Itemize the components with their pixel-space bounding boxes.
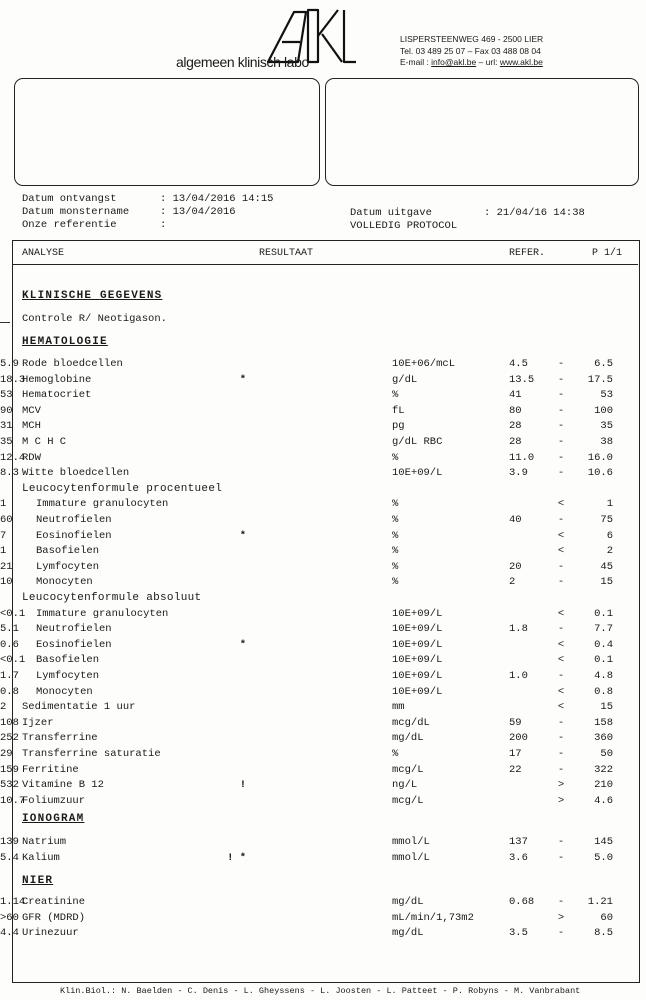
result-name: RDW: [22, 451, 41, 464]
result-row: [0, 436, 646, 451]
result-row: [0, 576, 646, 591]
received-label: Datum ontvangst: [22, 193, 117, 205]
result-value: 18.3: [0, 373, 26, 386]
result-low: 20: [509, 560, 522, 573]
result-high: 4.8: [594, 670, 613, 682]
result-low: 40: [509, 514, 522, 526]
result-high: 1: [606, 498, 613, 511]
clinical-note: Controle R/ Neotigason.: [22, 313, 167, 325]
result-high: 0.1: [594, 654, 613, 667]
result-flag: ! *: [227, 851, 246, 864]
result-row: [0, 927, 646, 942]
result-high: 2: [606, 545, 613, 558]
result-high: 5.0: [594, 851, 613, 864]
col-result: RESULTAAT: [259, 248, 314, 259]
result-value: <0.1: [0, 607, 26, 620]
result-row: [0, 389, 646, 404]
footer-signatories: Klin.Biol.: N. Baelden - C. Denis - L. Gheyssens - L. Joosten - L. Patteet - P. Robyns - M. Vanbrabant: [60, 986, 581, 996]
result-sep: <: [557, 701, 565, 714]
result-unit: g/dL: [392, 373, 418, 386]
result-value: 12.4: [0, 451, 26, 464]
result-sep: -: [557, 514, 565, 526]
result-name: Leucocytenformule procentueel: [22, 482, 223, 495]
result-unit: %: [392, 451, 399, 464]
issue-value: : 21/04/16 14:38: [484, 207, 585, 219]
result-value: 139: [0, 836, 19, 848]
result-sep: -: [557, 896, 565, 908]
page-indicator: P 1/1: [592, 248, 623, 259]
result-value: 21: [0, 560, 13, 573]
result-unit: mcg/L: [392, 763, 424, 776]
result-unit: %: [392, 529, 399, 542]
result-row: [0, 686, 646, 701]
result-flag: *: [239, 373, 246, 386]
result-row: [0, 639, 646, 654]
result-unit: 10E+09/L: [392, 607, 443, 620]
result-value: 10.7: [0, 794, 26, 807]
result-name: Immature granulocyten: [36, 607, 169, 620]
result-name: Monocyten: [36, 576, 93, 589]
result-value: 1.14: [0, 896, 26, 908]
result-row: [0, 779, 646, 794]
result-row: [0, 405, 646, 420]
result-high: 17.5: [587, 373, 613, 386]
result-row: [0, 358, 646, 373]
lab-name: algemeen klinisch labo: [176, 54, 309, 70]
reference-label: Onze referentie: [22, 219, 117, 231]
lab-web: [400, 57, 543, 69]
url-link[interactable]: www.akl.be: [499, 57, 543, 67]
result-unit: %: [392, 514, 399, 526]
result-name: Foliumzuur: [22, 794, 86, 807]
result-low: 3.6: [509, 851, 528, 864]
result-sep: -: [557, 404, 565, 417]
result-high: 7.7: [594, 623, 613, 636]
result-high: 0.1: [594, 607, 613, 620]
result-unit: pg: [392, 420, 405, 433]
result-unit: %: [392, 389, 399, 402]
result-unit: %: [392, 576, 399, 589]
result-unit: mg/dL: [392, 732, 424, 745]
result-low: 2: [509, 576, 516, 589]
result-unit: %: [392, 498, 399, 511]
result-sep: <: [557, 654, 565, 667]
result-low: 1.0: [509, 670, 528, 682]
result-name: Urinezuur: [22, 927, 79, 940]
reference-value: :: [160, 219, 167, 231]
result-sep: -: [557, 623, 565, 636]
result-sep: -: [557, 732, 565, 745]
result-name: M C H C: [22, 436, 67, 448]
result-row: [0, 701, 646, 716]
result-low: 11.0: [509, 451, 535, 464]
result-row: [0, 545, 646, 560]
result-sep: >: [557, 779, 565, 792]
result-sep: -: [557, 748, 565, 760]
result-value: 31: [0, 420, 13, 433]
result-name: Immature granulocyten: [36, 498, 169, 511]
result-sep: <: [557, 498, 565, 511]
result-value: 159: [0, 763, 19, 776]
result-name: Creatinine: [22, 896, 86, 908]
result-row: [0, 670, 646, 685]
result-sep: -: [557, 389, 565, 402]
result-flag: *: [239, 638, 246, 651]
result-unit: 10E+09/L: [392, 685, 443, 698]
result-high: 35: [600, 420, 613, 433]
result-name: Neutrofielen: [36, 514, 112, 526]
result-name: Lymfocyten: [36, 560, 100, 573]
result-high: 45: [600, 560, 613, 573]
result-name: Eosinofielen: [36, 638, 112, 651]
result-sep: -: [557, 763, 565, 776]
email-link[interactable]: info@akl.be: [431, 57, 477, 67]
result-low: 1.8: [509, 623, 528, 636]
result-row: [0, 561, 646, 576]
result-value: 1: [0, 498, 7, 511]
result-row: [0, 795, 646, 810]
result-unit: ng/L: [392, 779, 418, 792]
result-row: [0, 896, 646, 911]
result-unit: mmol/L: [392, 851, 430, 864]
result-unit: 10E+09/L: [392, 670, 443, 682]
result-value: 4.4: [0, 927, 19, 940]
result-high: 0.4: [594, 638, 613, 651]
result-flag: *: [239, 529, 246, 542]
result-name: GFR (MDRD): [22, 911, 86, 924]
result-name: Vitamine B 12: [22, 779, 104, 792]
result-unit: mm: [392, 701, 405, 714]
result-high: 158: [594, 716, 613, 729]
result-high: 100: [594, 404, 613, 417]
result-unit: g/dL RBC: [392, 436, 443, 448]
sample-label: Datum monstername: [22, 206, 130, 218]
result-row: [0, 748, 646, 763]
result-sep: -: [557, 420, 565, 433]
result-sep: -: [557, 451, 565, 464]
result-high: 8.5: [594, 927, 613, 940]
result-low: 200: [509, 732, 528, 745]
result-value: 5.9: [0, 358, 19, 370]
result-row: [0, 452, 646, 467]
result-row: [0, 498, 646, 513]
result-value: 7: [0, 529, 7, 542]
result-sep: >: [557, 911, 565, 924]
result-sep: <: [557, 545, 565, 558]
result-unit: 10E+06/mcL: [392, 358, 456, 370]
result-unit: fL: [392, 404, 405, 417]
result-row: [0, 654, 646, 669]
result-row: [0, 852, 646, 867]
result-row: [0, 764, 646, 779]
result-low: 41: [509, 389, 522, 402]
result-name: Witte bloedcellen: [22, 467, 130, 480]
result-value: 0.8: [0, 685, 19, 698]
result-name: Neutrofielen: [36, 623, 112, 636]
result-low: 3.9: [509, 467, 528, 480]
result-value: 35: [0, 436, 13, 448]
address-box-right: [325, 78, 639, 186]
result-high: 15: [600, 701, 613, 714]
url-label: – url:: [476, 57, 500, 67]
result-value: 108: [0, 716, 19, 729]
result-row: [0, 836, 646, 851]
result-name: Hemoglobine: [22, 373, 92, 386]
result-name: Transferrine saturatie: [22, 748, 161, 760]
result-sep: <: [557, 529, 565, 542]
result-sep: -: [557, 467, 565, 480]
result-low: 13.5: [509, 373, 535, 386]
result-value: 10: [0, 576, 13, 589]
result-low: 22: [509, 763, 522, 776]
result-row: [0, 732, 646, 747]
lab-address: LISPERSTEENWEG 469 - 2500 LIER: [400, 34, 544, 44]
lab-phone-fax: Tel. 03 489 25 07 – Fax 03 488 08 04: [400, 45, 541, 56]
result-high: 16.0: [587, 451, 613, 464]
result-name: Eosinofielen: [36, 529, 112, 542]
result-value: 1.7: [0, 670, 19, 682]
result-sep: -: [557, 373, 565, 386]
result-row: [0, 912, 646, 927]
result-high: 75: [600, 514, 613, 526]
result-sep: >: [557, 794, 565, 807]
result-name: Ijzer: [22, 716, 54, 729]
result-unit: %: [392, 748, 399, 760]
section-hematologie: HEMATOLOGIE: [22, 336, 108, 348]
result-unit: 10E+09/L: [392, 623, 443, 636]
result-low: 3.5: [509, 927, 528, 940]
result-high: 6.5: [594, 358, 613, 370]
result-unit: mL/min/1,73m2: [392, 911, 474, 924]
lab-contact: [400, 34, 543, 69]
protocol-label: VOLLEDIG PROTOCOL: [350, 220, 458, 232]
result-sep: <: [557, 607, 565, 620]
result-name: Hematocriet: [22, 389, 92, 402]
result-sep: -: [557, 436, 565, 448]
subheading-row: [0, 592, 646, 607]
result-row: [0, 717, 646, 732]
result-name: Sedimentatie 1 uur: [22, 701, 136, 714]
result-row: [0, 623, 646, 638]
result-sep: -: [557, 716, 565, 729]
result-value: 0.6: [0, 638, 19, 651]
result-value: 532: [0, 779, 19, 792]
result-high: 10.6: [587, 467, 613, 480]
result-value: 5.4: [0, 851, 19, 864]
received-value: : 13/04/2016 14:15: [160, 193, 274, 205]
result-value: 53: [0, 389, 13, 402]
result-unit: 10E+09/L: [392, 467, 443, 480]
result-high: 50: [600, 748, 613, 760]
section-clinical: KLINISCHE GEGEVENS: [22, 290, 163, 302]
result-name: Natrium: [22, 836, 67, 848]
result-low: 28: [509, 436, 522, 448]
result-sep: <: [557, 685, 565, 698]
result-high: 360: [594, 732, 613, 745]
result-flag: !: [239, 779, 246, 792]
result-sep: -: [557, 560, 565, 573]
result-sep: -: [557, 836, 565, 848]
result-high: 322: [594, 763, 613, 776]
result-unit: mg/dL: [392, 927, 424, 940]
result-low: 28: [509, 420, 522, 433]
result-value: <0.1: [0, 654, 26, 667]
result-name: MCH: [22, 420, 41, 433]
result-name: MCV: [22, 404, 41, 417]
result-high: 210: [594, 779, 613, 792]
result-low: 4.5: [509, 358, 528, 370]
result-sep: -: [557, 851, 565, 864]
result-unit: 10E+09/L: [392, 638, 443, 651]
result-value: 29: [0, 748, 13, 760]
address-box-left: [14, 78, 320, 186]
result-name: Lymfocyten: [36, 670, 100, 682]
result-unit: 10E+09/L: [392, 654, 443, 667]
result-name: Monocyten: [36, 685, 93, 698]
result-low: 17: [509, 748, 522, 760]
result-value: 252: [0, 732, 19, 745]
result-sep: -: [557, 358, 565, 370]
result-high: 53: [600, 389, 613, 402]
result-name: Kalium: [22, 851, 60, 864]
result-sep: <: [557, 638, 565, 651]
result-name: Basofielen: [36, 654, 100, 667]
col-refer: REFER.: [509, 248, 546, 259]
result-value: 1: [0, 545, 7, 558]
section-ionogram: IONOGRAM: [22, 813, 85, 825]
result-low: 137: [509, 836, 528, 848]
result-name: Ferritine: [22, 763, 79, 776]
result-unit: %: [392, 560, 399, 573]
result-name: Rode bloedcellen: [22, 358, 123, 370]
subheading-row: [0, 483, 646, 498]
result-unit: mcg/L: [392, 794, 424, 807]
sample-value: : 13/04/2016: [160, 206, 236, 218]
result-name: Basofielen: [36, 545, 100, 558]
result-name: Transferrine: [22, 732, 98, 745]
result-value: 5.1: [0, 623, 19, 636]
result-unit: mcg/dL: [392, 716, 430, 729]
result-row: [0, 530, 646, 545]
result-sep: -: [557, 927, 565, 940]
result-sep: -: [557, 670, 565, 682]
result-value: 8.3: [0, 467, 19, 480]
result-sep: -: [557, 576, 565, 589]
result-name: Leucocytenformule absoluut: [22, 592, 202, 604]
result-unit: mg/dL: [392, 896, 424, 908]
issue-label: Datum uitgave: [350, 207, 432, 219]
result-high: 0.8: [594, 685, 613, 698]
result-low: 0.68: [509, 896, 535, 908]
result-value: 60: [0, 514, 13, 526]
result-row: [0, 374, 646, 389]
result-row: [0, 420, 646, 435]
result-high: 38: [600, 436, 613, 448]
result-high: 6: [606, 529, 613, 542]
email-label: E-mail :: [400, 57, 432, 67]
col-analyse: ANALYSE: [22, 248, 65, 259]
result-row: [0, 514, 646, 529]
result-high: 4.6: [594, 794, 613, 807]
result-unit: %: [392, 545, 399, 558]
result-value: 90: [0, 404, 13, 417]
result-high: 145: [594, 836, 613, 848]
result-row: [0, 467, 646, 482]
result-low: 59: [509, 716, 522, 729]
result-value: >60: [0, 911, 19, 924]
result-high: 1.21: [587, 896, 613, 908]
result-row: [0, 608, 646, 623]
margin-mark: [0, 322, 10, 323]
result-high: 60: [600, 911, 613, 924]
result-high: 15: [600, 576, 613, 589]
result-unit: mmol/L: [392, 836, 430, 848]
result-value: 2: [0, 701, 7, 714]
section-nier: NIER: [22, 875, 54, 887]
result-low: 80: [509, 404, 522, 417]
